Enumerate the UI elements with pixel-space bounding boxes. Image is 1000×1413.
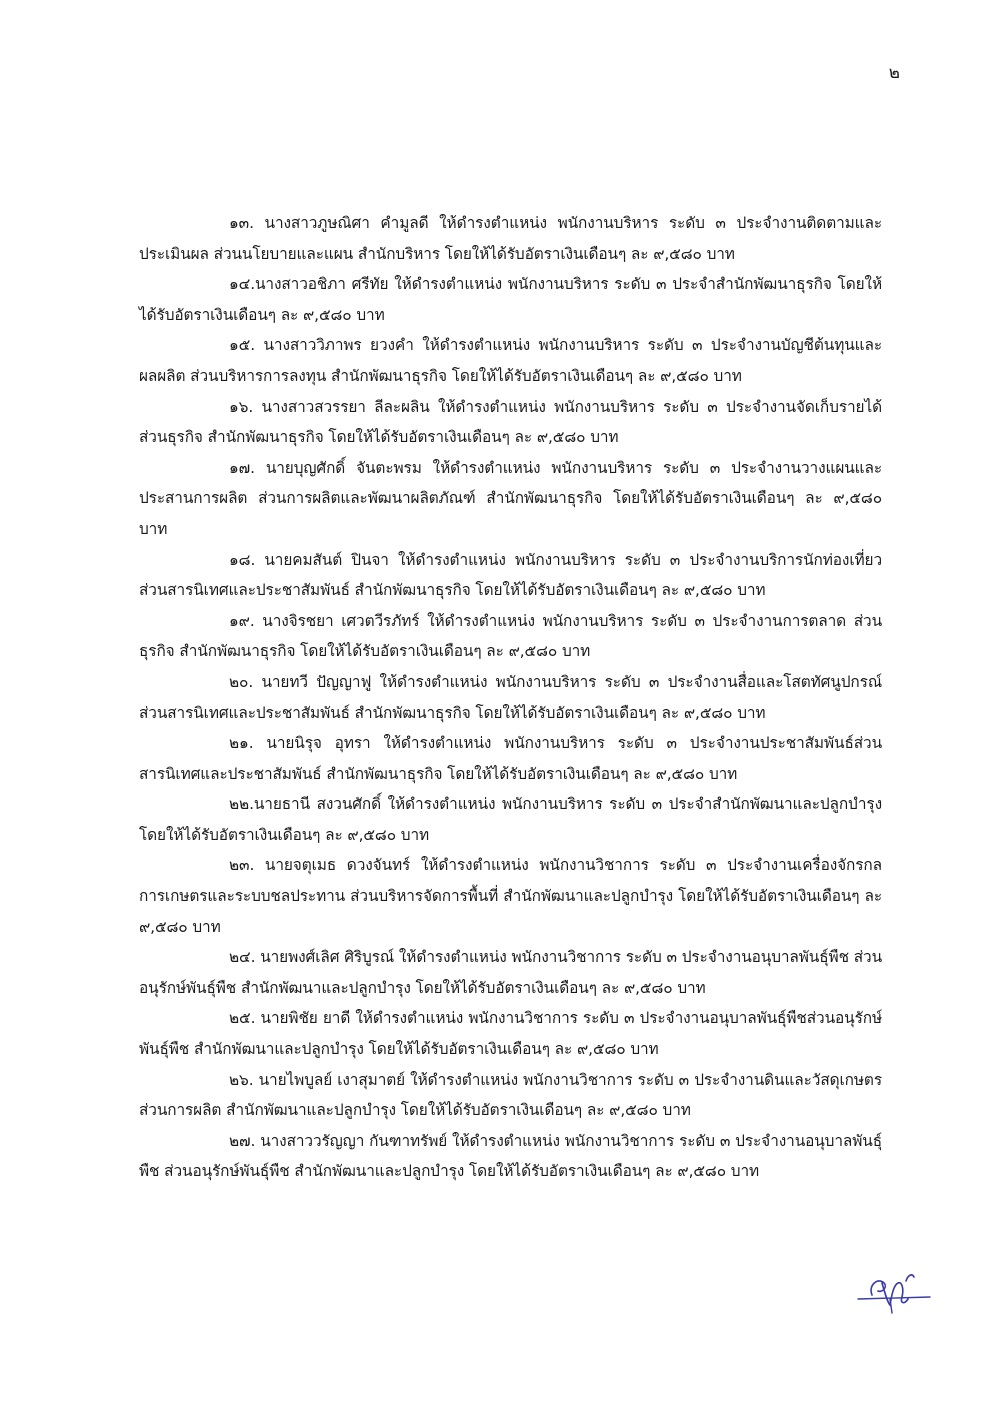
paragraph-item-25: ๒๕. นายพิชัย ยาดี ให้ดำรงตำแหน่ง พนักงานวิชาการ ระดับ ๓ ประจำงานอนุบาลพันธุ์พืชส่วนอนุรักษ์พันธุ์พืช สำนักพัฒนาและปลูกบำรุง โดยให้ได้รับอัตราเงินเดือนๆ ละ ๙,๕๘๐ บาท (139, 1009, 882, 1059)
paragraph-item-22: ๒๒.นายธานี สงวนศักดิ์ ให้ดำรงตำแหน่ง พนักงานบริหาร ระดับ ๓ ประจำสำนักพัฒนาและปลูกบำรุง โดยให้ได้รับอัตราเงินเดือนๆ ละ ๙,๕๘๐ บาท (139, 795, 882, 844)
paragraph-item-15: ๑๕. นางสาววิภาพร ยวงคำ ให้ดำรงตำแหน่ง พนักงานบริหาร ระดับ ๓ ประจำงานบัญชีต้นทุนและผลผลิต ส่วนบริหารการลงทุน สำนักพัฒนาธุรกิจ โดยให้ได้รับอัตราเงินเดือนๆ ละ ๙,๕๘๐ บาท (139, 336, 882, 385)
paragraph-item-21: ๒๑. นายนิรุจ อุทรา ให้ดำรงตำแหน่ง พนักงานบริหาร ระดับ ๓ ประจำงานประชาสัมพันธ์ส่วนสารนิเทศและประชาสัมพันธ์ สำนักพัฒนาธุรกิจ โดยให้ได้รับอัตราเงินเดือนๆ ละ ๙,๕๘๐ บาท (139, 734, 882, 783)
paragraph-item-13: ๑๓. นางสาวภูษณิศา คำมูลดี ให้ดำรงตำแหน่ง พนักงานบริหาร ระดับ ๓ ประจำงานติดตามและประเมินผล ส่วนนโยบายและแผน สำนักบริหาร โดยให้ได้รับอัตราเงินเดือนๆ ละ ๙,๕๘๐ บาท (139, 214, 882, 263)
paragraph-item-24: ๒๔. นายพงศ์เลิศ ศิริบูรณ์ ให้ดำรงตำแหน่ง พนักงานวิชาการ ระดับ ๓ ประจำงานอนุบาลพันธุ์พืช ส่วนอนุรักษ์พันธุ์พืช สำนักพัฒนาและปลูกบำรุง โดยให้ได้รับอัตราเงินเดือนๆ ละ ๙,๕๘๐ บาท (139, 948, 882, 997)
paragraph-item-20: ๒๐. นายทวี ปัญญาฟู ให้ดำรงตำแหน่ง พนักงานบริหาร ระดับ ๓ ประจำงานสื่อและโสตทัศนูปกรณ์ ส่วนสารนิเทศและประชาสัมพันธ์ สำนักพัฒนาธุรกิจ โดยให้ได้รับอัตราเงินเดือนๆ ละ ๙,๕๘๐ บาท (139, 672, 882, 722)
paragraph-item-14: ๑๔.นางสาวอชิภา ศรีทัย ให้ดำรงตำแหน่ง พนักงานบริหาร ระดับ ๓ ประจำสำนักพัฒนาธุรกิจ โดยให้ได้รับอัตราเงินเดือนๆ ละ ๙,๕๘๐ บาท (139, 275, 882, 324)
paragraph-item-17: ๑๗. นายบุญศักดิ์ จันตะพรม ให้ดำรงตำแหน่ง พนักงานบริหาร ระดับ ๓ ประจำงานวางแผนและประสานการผลิต ส่วนการผลิตและพัฒนาผลิตภัณฑ์ สำนักพัฒนาธุรกิจ โดยให้ได้รับอัตราเงินเดือนๆ ละ ๙,๕๘๐ บาท (139, 458, 882, 538)
paragraph-item-19: ๑๙. นางจิรชยา เศวตวีรภัทร์ ให้ดำรงตำแหน่ง พนักงานบริหาร ระดับ ๓ ประจำงานการตลาด ส่วนธุรกิจ สำนักพัฒนาธุรกิจ โดยให้ได้รับอัตราเงินเดือนๆ ละ ๙,๕๘๐ บาท (139, 611, 882, 661)
paragraph-item-23: ๒๓. นายจตุเมธ ดวงจันทร์ ให้ดำรงตำแหน่ง พนักงานวิชาการ ระดับ ๓ ประจำงานเครื่องจักรกลการเกษตรและระบบชลประทาน ส่วนบริหารจัดการพื้นที่ สำนักพัฒนาและปลูกบำรุง โดยให้ได้รับอัตราเงินเดือนๆ ละ ๙,๕๘๐ บาท (139, 856, 882, 936)
signature-initials (848, 1263, 938, 1323)
paragraph-item-16: ๑๖. นางสาวสวรรยา ลีละผลิน ให้ดำรงตำแหน่ง พนักงานบริหาร ระดับ ๓ ประจำงานจัดเก็บรายได้ ส่วนธุรกิจ สำนักพัฒนาธุรกิจ โดยให้ได้รับอัตราเงินเดือนๆ ละ ๙,๕๘๐ บาท (139, 397, 882, 447)
paragraph-item-26: ๒๖. นายไพบูลย์ เงาสุมาตย์ ให้ดำรงตำแหน่ง พนักงานวิชาการ ระดับ ๓ ประจำงานดินและวัสดุเกษตร ส่วนการผลิต สำนักพัฒนาและปลูกบำรุง โดยให้ได้รับอัตราเงินเดือนๆ ละ ๙,๕๘๐ บาท (139, 1070, 882, 1120)
paragraph-item-18: ๑๘. นายคมสันต์ ปินจา ให้ดำรงตำแหน่ง พนักงานบริหาร ระดับ ๓ ประจำงานบริการนักท่องเที่ยว ส่วนสารนิเทศและประชาสัมพันธ์ สำนักพัฒนาธุรกิจ โดยให้ได้รับอัตราเงินเดือนๆ ละ ๙,๕๘๐ บาท (139, 550, 882, 600)
page-number: ๒ (888, 63, 900, 83)
document-body (139, 208, 882, 1187)
paragraph-item-27: ๒๗. นางสาววรัญญา กันฑาทรัพย์ ให้ดำรงตำแหน่ง พนักงานวิชาการ ระดับ ๓ ประจำงานอนุบาลพันธุ์พืช ส่วนอนุรักษ์พันธุ์พืช สำนักพัฒนาและปลูกบำรุง โดยให้ได้รับอัตราเงินเดือนๆ ละ ๙,๕๘๐ บาท (139, 1131, 882, 1181)
